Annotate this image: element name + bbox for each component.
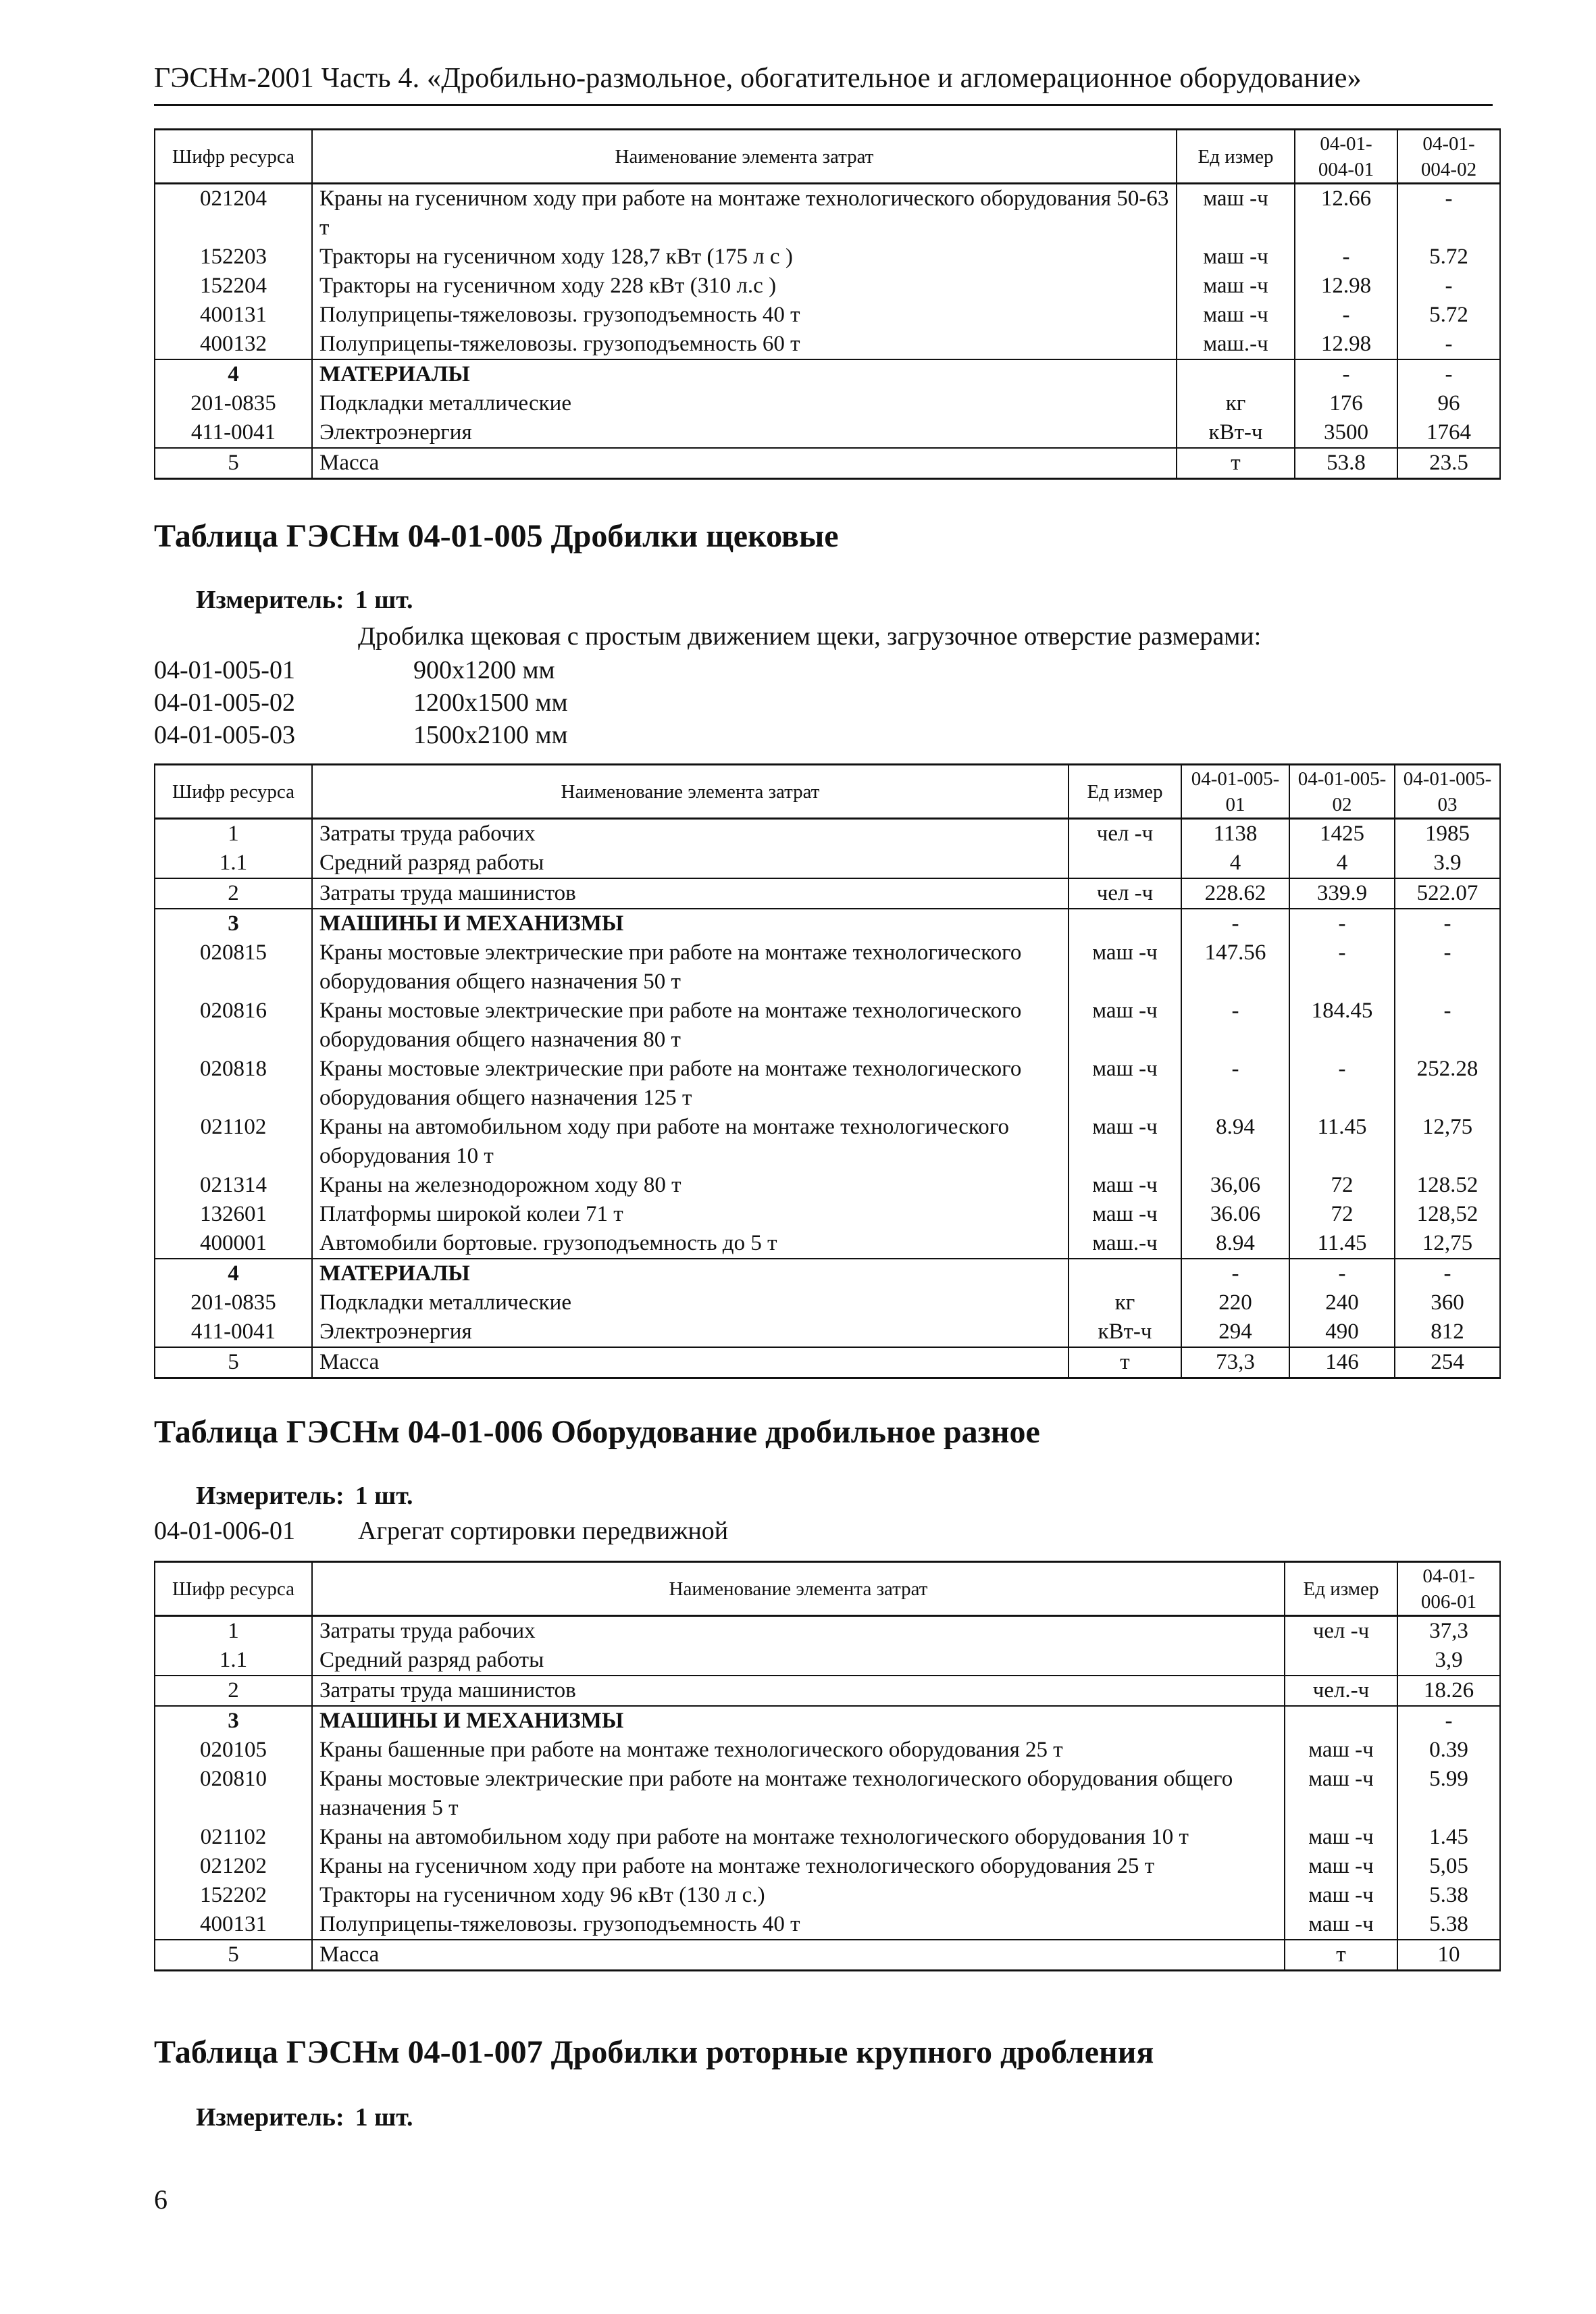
table-row <box>155 938 1500 997</box>
value-cell: - <box>1395 909 1500 938</box>
value-cell: 254 <box>1395 1347 1500 1378</box>
resource-code-cell: 021204 <box>155 184 312 243</box>
resource-code-cell: 152202 <box>155 1881 312 1910</box>
cost-element-name-cell: Краны башенные при работе на монтаже технологического оборудования 25 т <box>312 1736 1285 1765</box>
value-cell: 10 <box>1397 1940 1500 1971</box>
table-row <box>155 819 1500 849</box>
value-cell: 36.06 <box>1181 1200 1289 1229</box>
table-header-row <box>155 130 1500 184</box>
unit-cell: маш -ч <box>1177 184 1295 243</box>
value-cell: 5.72 <box>1397 301 1500 330</box>
unit-cell: т <box>1285 1940 1397 1971</box>
header-col: 04-01-006-01 <box>1397 1562 1500 1616</box>
value-cell: - <box>1181 1259 1289 1288</box>
unit-cell: маш -ч <box>1069 938 1181 997</box>
cost-element-name-cell: МАШИНЫ И МЕХАНИЗМЫ <box>312 1706 1285 1736</box>
item-text: 900х1200 мм <box>413 656 555 684</box>
value-cell: - <box>1395 1259 1500 1288</box>
resource-code-cell: 411-0041 <box>155 418 312 448</box>
resource-code-cell: 400132 <box>155 330 312 359</box>
unit-cell: кг <box>1177 389 1295 418</box>
value-cell: 72 <box>1289 1200 1395 1229</box>
table-004 <box>154 128 1501 480</box>
meter-value: 1 шт. <box>355 1482 413 1510</box>
value-cell: 184.45 <box>1289 997 1395 1055</box>
unit-cell: маш -ч <box>1069 1200 1181 1229</box>
value-cell: 4 <box>1181 849 1289 878</box>
resource-code-cell: 021102 <box>155 1823 312 1852</box>
value-cell: 146 <box>1289 1347 1395 1378</box>
resource-code-cell: 5 <box>155 448 312 479</box>
resource-code-cell: 5 <box>155 1940 312 1971</box>
unit-cell: маш -ч <box>1285 1910 1397 1940</box>
cost-element-name-cell: МАШИНЫ И МЕХАНИЗМЫ <box>312 909 1069 938</box>
running-header: ГЭСНм-2001 Часть 4. «Дробильно-размольное, обогатительное и агломерационное оборудование» <box>154 63 1362 94</box>
value-cell: 11.45 <box>1289 1229 1395 1259</box>
cost-element-name-cell: Подкладки металлические <box>312 1288 1069 1317</box>
header-name: Наименование элемента затрат <box>312 130 1177 184</box>
unit-cell: кВт-ч <box>1069 1317 1181 1347</box>
resource-code-cell: 201-0835 <box>155 1288 312 1317</box>
value-cell: 1425 <box>1289 819 1395 849</box>
table-row <box>155 301 1500 330</box>
value-cell: 18.26 <box>1397 1676 1500 1706</box>
cost-element-name-cell: Средний разряд работы <box>312 849 1069 878</box>
table-row <box>155 389 1500 418</box>
unit-cell: маш -ч <box>1177 272 1295 301</box>
unit-cell <box>1177 359 1295 389</box>
unit-cell: т <box>1177 448 1295 479</box>
unit-cell: маш -ч <box>1285 1736 1397 1765</box>
resource-code-cell: 5 <box>155 1347 312 1378</box>
unit-cell: маш -ч <box>1285 1852 1397 1881</box>
unit-cell: маш -ч <box>1069 997 1181 1055</box>
resource-code-cell: 411-0041 <box>155 1317 312 1347</box>
resource-code-cell: 4 <box>155 359 312 389</box>
value-cell: 522.07 <box>1395 878 1500 909</box>
table-005 <box>154 763 1501 1379</box>
table-row <box>155 448 1500 479</box>
value-cell: 147.56 <box>1181 938 1289 997</box>
cost-element-name-cell: Затраты труда машинистов <box>312 878 1069 909</box>
resource-code-cell: 020818 <box>155 1055 312 1113</box>
table-row <box>155 1055 1500 1113</box>
value-cell: - <box>1295 243 1397 272</box>
cost-element-name-cell: Краны мостовые электрические при работе на монтаже технологического оборудования общего назначения 125 т <box>312 1055 1069 1113</box>
value-cell: 128.52 <box>1395 1171 1500 1200</box>
value-cell: 8.94 <box>1181 1229 1289 1259</box>
cost-element-name-cell: Масса <box>312 1940 1285 1971</box>
item-code: 04-01-005-02 <box>154 688 295 717</box>
unit-cell: чел.-ч <box>1285 1676 1397 1706</box>
value-cell: - <box>1395 997 1500 1055</box>
table-row <box>155 1616 1500 1646</box>
value-cell: 1985 <box>1395 819 1500 849</box>
header-name: Наименование элемента затрат <box>312 1562 1285 1616</box>
unit-cell <box>1069 1259 1181 1288</box>
meter-line <box>196 1481 413 1511</box>
unit-cell: маш -ч <box>1069 1055 1181 1113</box>
header-code: Шифр ресурса <box>155 1562 312 1616</box>
table-row <box>155 1823 1500 1852</box>
meter-label: Измеритель: <box>196 2103 344 2132</box>
table-row <box>155 1940 1500 1971</box>
value-cell: 3,9 <box>1397 1646 1500 1676</box>
cost-element-name-cell: Краны на автомобильном ходу при работе на монтаже технологического оборудования 10 т <box>312 1823 1285 1852</box>
cost-element-name-cell: Тракторы на гусеничном ходу 228 кВт (310 л.с ) <box>312 272 1177 301</box>
page-number: 6 <box>154 2184 168 2215</box>
resource-code-cell: 020816 <box>155 997 312 1055</box>
value-cell: 490 <box>1289 1317 1395 1347</box>
item-text: 1200х1500 мм <box>413 688 568 717</box>
header-col: 04-01-005-01 <box>1181 765 1289 819</box>
table-row <box>155 184 1500 243</box>
value-cell: 5.38 <box>1397 1910 1500 1940</box>
value-cell: 5,05 <box>1397 1852 1500 1881</box>
value-cell: 53.8 <box>1295 448 1397 479</box>
cost-element-name-cell: Затраты труда машинистов <box>312 1676 1285 1706</box>
resource-code-cell: 1 <box>155 1616 312 1646</box>
resource-code-cell: 2 <box>155 878 312 909</box>
value-cell: 176 <box>1295 389 1397 418</box>
unit-cell: маш -ч <box>1285 1765 1397 1823</box>
item-code: 04-01-006-01 <box>154 1517 295 1545</box>
resource-code-cell: 400131 <box>155 1910 312 1940</box>
cost-element-name-cell: Электроэнергия <box>312 418 1177 448</box>
resource-code-cell: 132601 <box>155 1200 312 1229</box>
header-unit: Ед измер <box>1069 765 1181 819</box>
resource-code-cell: 3 <box>155 1706 312 1736</box>
value-cell: - <box>1397 272 1500 301</box>
cost-element-name-cell: Полуприцепы-тяжеловозы. грузоподъемность 40 т <box>312 1910 1285 1940</box>
value-cell: 339.9 <box>1289 878 1395 909</box>
value-cell: 72 <box>1289 1171 1395 1200</box>
meter-value: 1 шт. <box>355 2103 413 2132</box>
value-cell: 1138 <box>1181 819 1289 849</box>
table-row <box>155 1317 1500 1347</box>
cost-element-name-cell: Полуприцепы-тяжеловозы. грузоподъемность 60 т <box>312 330 1177 359</box>
header-code: Шифр ресурса <box>155 765 312 819</box>
header-unit: Ед измер <box>1285 1562 1397 1616</box>
cost-element-name-cell: Автомобили бортовые. грузоподъемность до 5 т <box>312 1229 1069 1259</box>
resource-code-cell: 1.1 <box>155 849 312 878</box>
resource-code-cell: 020815 <box>155 938 312 997</box>
value-cell: 228.62 <box>1181 878 1289 909</box>
value-cell: 360 <box>1395 1288 1500 1317</box>
unit-cell: чел -ч <box>1069 819 1181 849</box>
value-cell: 23.5 <box>1397 448 1500 479</box>
resource-code-cell: 020105 <box>155 1736 312 1765</box>
value-cell: 36,06 <box>1181 1171 1289 1200</box>
cost-element-name-cell: Электроэнергия <box>312 1317 1069 1347</box>
unit-cell <box>1285 1706 1397 1736</box>
table-header-row <box>155 765 1500 819</box>
resource-code-cell: 3 <box>155 909 312 938</box>
unit-cell: маш.-ч <box>1177 330 1295 359</box>
unit-cell <box>1069 849 1181 878</box>
cost-element-name-cell: МАТЕРИАЛЫ <box>312 1259 1069 1288</box>
unit-cell: чел -ч <box>1285 1616 1397 1646</box>
unit-cell: маш -ч <box>1069 1171 1181 1200</box>
table-row <box>155 243 1500 272</box>
cost-element-name-cell: Подкладки металлические <box>312 389 1177 418</box>
value-cell: 5.72 <box>1397 243 1500 272</box>
header-unit: Ед измер <box>1177 130 1295 184</box>
table-row <box>155 1347 1500 1378</box>
unit-cell: маш -ч <box>1177 301 1295 330</box>
table-row <box>155 1200 1500 1229</box>
unit-cell: маш -ч <box>1069 1113 1181 1171</box>
header-col: 04-01-005-02 <box>1289 765 1395 819</box>
unit-cell: кг <box>1069 1288 1181 1317</box>
unit-cell: чел -ч <box>1069 878 1181 909</box>
cost-element-name-cell: Полуприцепы-тяжеловозы. грузоподъемность 40 т <box>312 301 1177 330</box>
value-cell: 11.45 <box>1289 1113 1395 1171</box>
cost-element-name-cell: МАТЕРИАЛЫ <box>312 359 1177 389</box>
unit-cell: кВт-ч <box>1177 418 1295 448</box>
table-row <box>155 1676 1500 1706</box>
resource-code-cell: 021102 <box>155 1113 312 1171</box>
unit-cell: маш -ч <box>1285 1881 1397 1910</box>
cost-element-name-cell: Средний разряд работы <box>312 1646 1285 1676</box>
value-cell: 0.39 <box>1397 1736 1500 1765</box>
cost-element-name-cell: Краны на автомобильном ходу при работе на монтаже технологического оборудования 10 т <box>312 1113 1069 1171</box>
resource-code-cell: 2 <box>155 1676 312 1706</box>
table-row <box>155 1229 1500 1259</box>
value-cell: 12.98 <box>1295 272 1397 301</box>
item-code: 04-01-005-03 <box>154 721 295 749</box>
cost-element-name-cell: Краны на гусеничном ходу при работе на монтаже технологического оборудования 50-63 т <box>312 184 1177 243</box>
value-cell: 1764 <box>1397 418 1500 448</box>
table-row <box>155 359 1500 389</box>
section-title: Таблица ГЭСНм 04-01-006 Оборудование дробильное разное <box>154 1414 1040 1450</box>
header-col: 04-01-004-01 <box>1295 130 1397 184</box>
resource-code-cell: 1 <box>155 819 312 849</box>
cost-element-name-cell: Платформы широкой колеи 71 т <box>312 1200 1069 1229</box>
cost-element-name-cell: Краны на гусеничном ходу при работе на монтаже технологического оборудования 25 т <box>312 1852 1285 1881</box>
meter-value: 1 шт. <box>355 586 413 614</box>
value-cell: - <box>1289 938 1395 997</box>
cost-element-name-cell: Затраты труда рабочих <box>312 1616 1285 1646</box>
table-row <box>155 272 1500 301</box>
value-cell: 12,75 <box>1395 1113 1500 1171</box>
resource-code-cell: 020810 <box>155 1765 312 1823</box>
value-cell: - <box>1181 909 1289 938</box>
section-title: Таблица ГЭСНм 04-01-007 Дробилки роторные крупного дробления <box>154 2034 1154 2070</box>
header-name: Наименование элемента затрат <box>312 765 1069 819</box>
value-cell: 37,3 <box>1397 1616 1500 1646</box>
unit-cell <box>1069 909 1181 938</box>
unit-cell: маш.-ч <box>1069 1229 1181 1259</box>
value-cell: - <box>1289 909 1395 938</box>
value-cell: - <box>1289 1259 1395 1288</box>
value-cell: 5.38 <box>1397 1881 1500 1910</box>
value-cell: 73,3 <box>1181 1347 1289 1378</box>
value-cell: - <box>1295 359 1397 389</box>
meter-line <box>196 2103 413 2132</box>
table-row <box>155 330 1500 359</box>
table-row <box>155 1706 1500 1736</box>
unit-cell <box>1285 1646 1397 1676</box>
value-cell: 128,52 <box>1395 1200 1500 1229</box>
table-row <box>155 418 1500 448</box>
value-cell: - <box>1295 301 1397 330</box>
value-cell: 4 <box>1289 849 1395 878</box>
table-row <box>155 1259 1500 1288</box>
value-cell: 12,75 <box>1395 1229 1500 1259</box>
table-row <box>155 1881 1500 1910</box>
table-row <box>155 1646 1500 1676</box>
section-description: Дробилка щековая с простым движением щеки, загрузочное отверстие размерами: <box>358 622 1262 651</box>
value-cell: 294 <box>1181 1317 1289 1347</box>
header-code: Шифр ресурса <box>155 130 312 184</box>
resource-code-cell: 201-0835 <box>155 389 312 418</box>
cost-element-name-cell: Краны мостовые электрические при работе на монтаже технологического оборудования общего назначения 50 т <box>312 938 1069 997</box>
value-cell: 3500 <box>1295 418 1397 448</box>
value-cell: 12.66 <box>1295 184 1397 243</box>
value-cell: - <box>1181 1055 1289 1113</box>
item-text: 1500х2100 мм <box>413 721 568 749</box>
item-code: 04-01-005-01 <box>154 656 295 684</box>
table-row <box>155 1910 1500 1940</box>
unit-cell: маш -ч <box>1177 243 1295 272</box>
meter-line <box>196 585 413 615</box>
resource-code-cell: 021314 <box>155 1171 312 1200</box>
table-006 <box>154 1561 1501 1971</box>
value-cell: 252.28 <box>1395 1055 1500 1113</box>
value-cell: 220 <box>1181 1288 1289 1317</box>
value-cell: 240 <box>1289 1288 1395 1317</box>
value-cell: - <box>1397 1706 1500 1736</box>
table-row <box>155 997 1500 1055</box>
value-cell: - <box>1289 1055 1395 1113</box>
header-rule <box>154 104 1493 106</box>
table-row <box>155 1852 1500 1881</box>
cost-element-name-cell: Краны мостовые электрические при работе на монтаже технологического оборудования общего назначения 80 т <box>312 997 1069 1055</box>
value-cell: - <box>1181 997 1289 1055</box>
table-row <box>155 878 1500 909</box>
resource-code-cell: 400131 <box>155 301 312 330</box>
resource-code-cell: 400001 <box>155 1229 312 1259</box>
value-cell: - <box>1395 938 1500 997</box>
cost-element-name-cell: Масса <box>312 448 1177 479</box>
header-col: 04-01-005-03 <box>1395 765 1500 819</box>
table-row <box>155 1171 1500 1200</box>
value-cell: - <box>1397 330 1500 359</box>
resource-code-cell: 4 <box>155 1259 312 1288</box>
value-cell: 96 <box>1397 389 1500 418</box>
header-col: 04-01-004-02 <box>1397 130 1500 184</box>
unit-cell: маш -ч <box>1285 1823 1397 1852</box>
table-header-row <box>155 1562 1500 1616</box>
value-cell: 3.9 <box>1395 849 1500 878</box>
value-cell: - <box>1397 359 1500 389</box>
table-row <box>155 849 1500 878</box>
table-row <box>155 1736 1500 1765</box>
item-text: Агрегат сортировки передвижной <box>358 1517 729 1545</box>
cost-element-name-cell: Тракторы на гусеничном ходу 128,7 кВт (175 л с ) <box>312 243 1177 272</box>
meter-label: Измеритель: <box>196 1482 344 1510</box>
cost-element-name-cell: Затраты труда рабочих <box>312 819 1069 849</box>
table-row <box>155 1288 1500 1317</box>
cost-element-name-cell: Краны на железнодорожном ходу 80 т <box>312 1171 1069 1200</box>
value-cell: 12.98 <box>1295 330 1397 359</box>
table-row <box>155 1765 1500 1823</box>
value-cell: 812 <box>1395 1317 1500 1347</box>
resource-code-cell: 1.1 <box>155 1646 312 1676</box>
resource-code-cell: 152204 <box>155 272 312 301</box>
resource-code-cell: 152203 <box>155 243 312 272</box>
cost-element-name-cell: Тракторы на гусеничном ходу 96 кВт (130 л с.) <box>312 1881 1285 1910</box>
value-cell: 8.94 <box>1181 1113 1289 1171</box>
cost-element-name-cell: Масса <box>312 1347 1069 1378</box>
value-cell: - <box>1397 184 1500 243</box>
value-cell: 5.99 <box>1397 1765 1500 1823</box>
section-title: Таблица ГЭСНм 04-01-005 Дробилки щековые <box>154 518 839 554</box>
table-row <box>155 909 1500 938</box>
meter-label: Измеритель: <box>196 586 344 614</box>
cost-element-name-cell: Краны мостовые электрические при работе на монтаже технологического оборудования общего назначения 5 т <box>312 1765 1285 1823</box>
value-cell: 1.45 <box>1397 1823 1500 1852</box>
table-row <box>155 1113 1500 1171</box>
resource-code-cell: 021202 <box>155 1852 312 1881</box>
unit-cell: т <box>1069 1347 1181 1378</box>
